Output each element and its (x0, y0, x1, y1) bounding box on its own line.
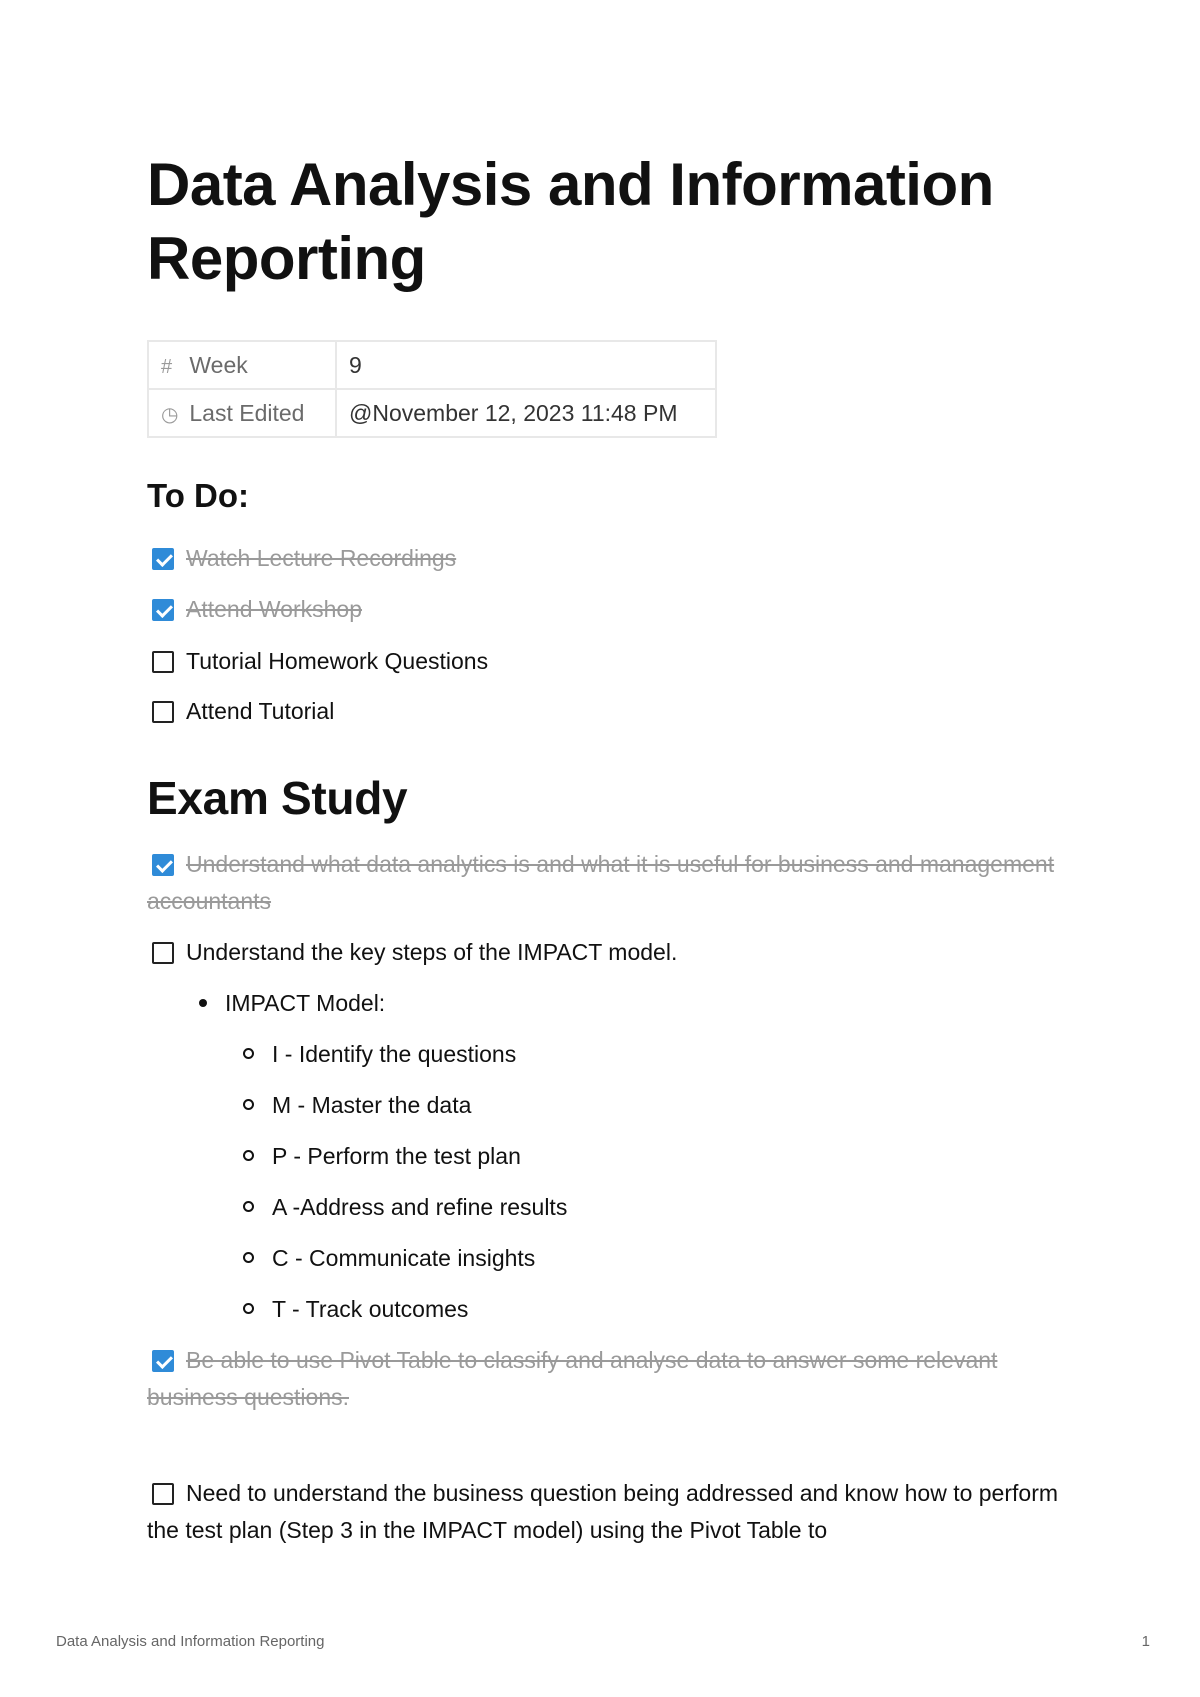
bullet-ring-icon (243, 1252, 254, 1263)
clock-icon: ◷ (161, 403, 179, 426)
checkbox-unchecked[interactable] (152, 1483, 174, 1505)
todo-item-text: Attend Workshop (186, 596, 363, 622)
bullet-ring-icon (243, 1201, 254, 1212)
todo-item (147, 643, 1077, 680)
last-edited-label: Last Edited (189, 399, 305, 426)
properties-table (147, 340, 717, 438)
impact-step: P - Perform the test plan (272, 1143, 521, 1169)
exam-item (147, 934, 1077, 971)
checkbox-checked[interactable] (152, 1350, 174, 1372)
impact-step: M - Master the data (272, 1092, 472, 1118)
bullet-ring-icon (243, 1303, 254, 1314)
bullet-item (199, 985, 385, 1022)
property-row-last-edited (148, 389, 716, 437)
checkbox-checked[interactable] (152, 548, 174, 570)
sub-bullet-item (243, 1138, 521, 1175)
bullet-ring-icon (243, 1048, 254, 1059)
footer-page-number: 1 (1141, 1633, 1150, 1650)
checkbox-checked[interactable] (152, 599, 174, 621)
impact-model-label: IMPACT Model: (225, 990, 386, 1016)
checkbox-checked[interactable] (152, 854, 174, 876)
impact-step: T - Track outcomes (272, 1296, 469, 1322)
bullet-ring-icon (243, 1150, 254, 1161)
exam-item-text: Understand the key steps of the IMPACT model. (186, 939, 678, 965)
todo-item-text: Watch Lecture Recordings (186, 545, 457, 571)
exam-item (147, 1475, 1077, 1549)
footer-document-title: Data Analysis and Information Reporting (56, 1633, 325, 1650)
last-edited-value[interactable]: @November 12, 2023 11:48 PM (336, 389, 716, 437)
checkbox-unchecked[interactable] (152, 651, 174, 673)
sub-bullet-item (243, 1189, 567, 1226)
todo-item (147, 591, 1077, 628)
week-label: Week (189, 351, 248, 378)
exam-item (147, 846, 1077, 920)
bullet-dot-icon (199, 999, 207, 1007)
week-property-label (148, 341, 336, 389)
todo-item-text: Tutorial Homework Questions (186, 648, 489, 674)
sub-bullet-item (243, 1291, 468, 1328)
number-icon: # (161, 355, 173, 378)
checkbox-unchecked[interactable] (152, 942, 174, 964)
exam-item-text: Be able to use Pivot Table to classify and analyse data to answer some relevant business questions. (147, 1347, 998, 1410)
sub-bullet-item (243, 1240, 535, 1277)
impact-step: I - Identify the questions (272, 1041, 517, 1067)
todo-heading: To Do: (147, 477, 250, 514)
property-row-week (148, 341, 716, 389)
page-title: Data Analysis and Information Reporting (147, 151, 994, 292)
sub-bullet-item (243, 1087, 471, 1124)
exam-item-text: Understand what data analytics is and what it is useful for business and management accountants (147, 851, 1055, 914)
bullet-ring-icon (243, 1099, 254, 1110)
todo-item-text: Attend Tutorial (186, 698, 335, 724)
todo-item (147, 540, 1077, 577)
impact-step: A -Address and refine results (272, 1194, 568, 1220)
exam-study-heading: Exam Study (147, 772, 408, 824)
week-value[interactable]: 9 (336, 341, 716, 389)
exam-item-text: Need to understand the business question being addressed and know how to perform the test plan (Step 3 in the IMPACT model) using the Pivot Table to (147, 1480, 1059, 1543)
checkbox-unchecked[interactable] (152, 701, 174, 723)
last-edited-property-label (148, 389, 336, 437)
impact-step: C - Communicate insights (272, 1245, 536, 1271)
sub-bullet-item (243, 1036, 516, 1073)
todo-item (147, 693, 1077, 730)
exam-item (147, 1342, 1077, 1416)
